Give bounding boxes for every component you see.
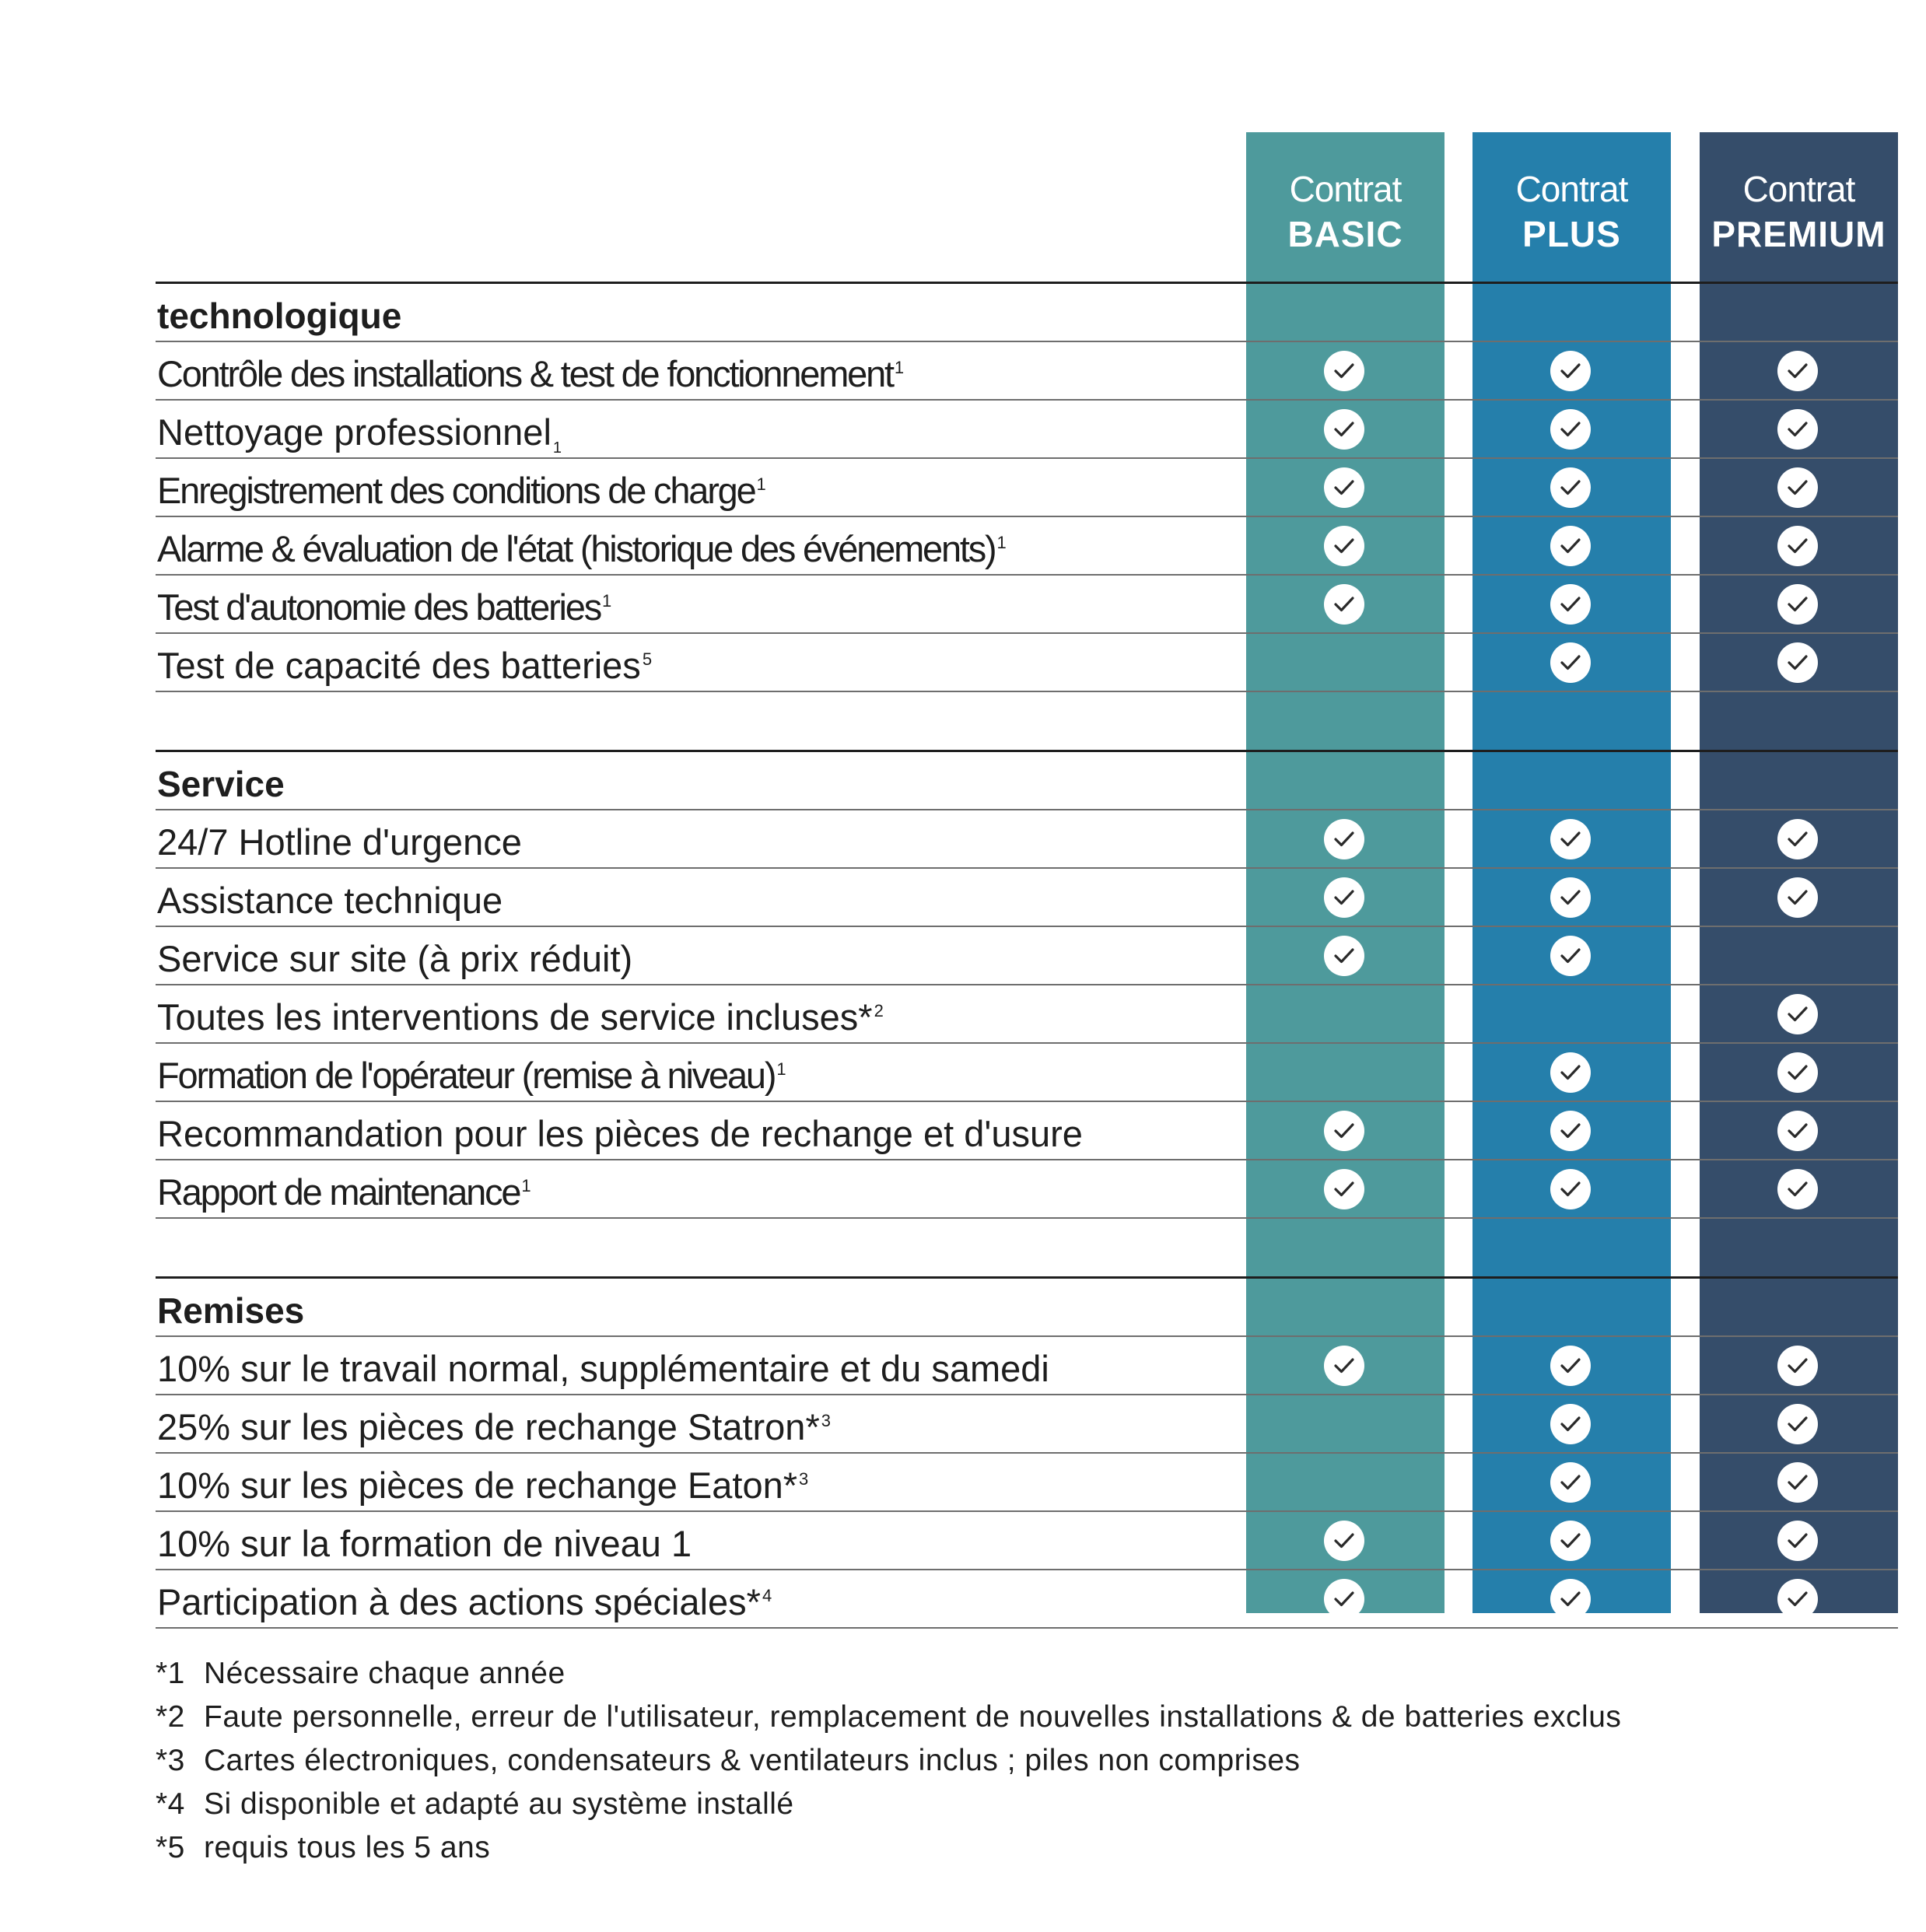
check-icon [1777,1169,1818,1209]
feature-label: Toutes les interventions de service incluses*$^2$ [157,996,884,1038]
check-icon [1550,1346,1591,1386]
footnote-text: Si disponible et adapté au système installé [204,1787,794,1821]
check-icon [1550,526,1591,566]
check-icon [1550,936,1591,976]
feature-row [156,809,1898,867]
check-icon [1324,467,1364,508]
check-icon [1324,409,1364,450]
footnote-key: *2 [156,1700,185,1734]
column-header-plus [1473,166,1671,257]
section-header [156,1276,1898,1335]
column-header-plan: PREMIUM [1711,214,1886,254]
feature-label: Enregistrement des conditions de charge$^1$ [157,470,765,511]
check-icon [1550,1052,1591,1093]
feature-row [156,1159,1898,1217]
check-icon [1324,1521,1364,1561]
feature-label: Formation de l'opérateur (remise à niveau)$^1$ [157,1055,785,1096]
check-icon [1777,1579,1818,1619]
feature-row [156,1452,1898,1510]
feature-label: 10% sur les pièces de rechange Eaton*$^3$ [157,1465,809,1506]
check-icon [1777,819,1818,859]
feature-row [156,632,1898,691]
footnote-ref: 5 [642,649,653,670]
check-icon [1324,877,1364,918]
footnote-text: Cartes électroniques, condensateurs & ventilateurs inclus ; piles non comprises [204,1744,1301,1777]
column-header-premium [1700,166,1898,257]
feature-row [156,574,1898,632]
check-icon [1550,1521,1591,1561]
feature-label: Participation à des actions spéciales*$^4$ [157,1581,772,1622]
footnote-ref: 1 [996,533,1005,553]
feature-row [156,1042,1898,1101]
check-icon [1550,1462,1591,1503]
column-header-word: Contrat [1289,169,1402,209]
footnote-ref: 1 [776,1059,785,1080]
check-icon [1777,1052,1818,1093]
footnotes [156,1652,1621,1870]
check-icon [1777,409,1818,450]
feature-row [156,1569,1898,1629]
check-icon [1324,1346,1364,1386]
footnote-ref: 4 [762,1586,772,1606]
check-icon [1550,351,1591,391]
footnote [156,1652,1621,1696]
footnote-ref: 1 [521,1176,530,1196]
check-icon [1324,584,1364,625]
feature-label: 25% sur les pièces de rechange Statron*$^3$ [157,1406,831,1447]
footnote-ref: 1 [894,358,902,378]
check-icon [1324,351,1364,391]
column-header-word: Contrat [1742,169,1855,209]
check-icon [1324,1111,1364,1151]
spacer-row [156,691,1898,750]
check-icon [1777,1346,1818,1386]
check-icon [1550,409,1591,450]
feature-row [156,1510,1898,1569]
feature-row [156,516,1898,574]
feature-label: Test de capacité des batteries$^5$ [157,645,653,686]
footnote-text: Faute personnelle, erreur de l'utilisateur, remplacement de nouvelles installations & de batteries exclus [204,1700,1622,1734]
section-header [156,750,1898,809]
footnote [156,1826,1621,1870]
check-icon [1777,877,1818,918]
feature-label: 10% sur le travail normal, supplémentaire et du samedi [157,1348,1049,1389]
check-icon [1324,936,1364,976]
check-icon [1550,584,1591,625]
footnote [156,1783,1621,1826]
footnote [156,1696,1621,1739]
check-icon [1550,877,1591,918]
feature-row [156,1394,1898,1452]
column-header-basic [1246,166,1444,257]
footnote-ref: 2 [874,1001,884,1021]
feature-row [156,399,1898,457]
section-title: Service [157,764,285,804]
check-icon [1777,642,1818,683]
feature-row [156,867,1898,926]
check-icon [1324,526,1364,566]
footnote-ref: 1 [602,591,611,611]
check-icon [1324,819,1364,859]
feature-label: 24/7 Hotline d'urgence [157,821,522,863]
check-icon [1550,467,1591,508]
check-icon [1324,1169,1364,1209]
feature-label: Test d'autonomie des batteries$^1$ [157,586,611,628]
feature-label: Assistance technique [157,880,503,921]
check-icon [1777,994,1818,1034]
feature-label: 10% sur la formation de niveau 1 [157,1523,692,1564]
column-header-word: Contrat [1515,169,1628,209]
section-header [156,282,1898,341]
check-icon [1550,1169,1591,1209]
feature-row [156,984,1898,1042]
feature-label: Rapport de maintenance$^1$ [157,1171,530,1213]
footnote-text: requis tous les 5 ans [204,1831,491,1864]
feature-label: Recommandation pour les pièces de rechange et d'usure [157,1113,1083,1154]
column-header-plan: PLUS [1522,214,1621,254]
footnote-text: Nécessaire chaque année [204,1657,566,1690]
check-icon [1777,584,1818,625]
check-icon [1777,351,1818,391]
feature-label: Contrôle des installations & test de fonctionnement$^1$ [157,353,902,394]
footnote-key: *4 [156,1787,185,1821]
feature-row [156,1101,1898,1159]
footnote-ref: 1 [552,439,562,457]
spacer-row [156,1217,1898,1276]
check-icon [1777,1404,1818,1444]
footnote [156,1739,1621,1783]
check-icon [1550,1111,1591,1151]
section-title: Remises [157,1290,305,1331]
check-icon [1550,1404,1591,1444]
footnote-ref: 3 [821,1411,831,1431]
feature-label: Alarme & évaluation de l'état (historique des événements)$^1$ [157,528,1005,569]
check-icon [1777,1462,1818,1503]
footnote-key: *1 [156,1657,185,1690]
check-icon [1777,467,1818,508]
check-icon [1777,1111,1818,1151]
section-title: technologique [157,296,402,336]
feature-row [156,1335,1898,1394]
check-icon [1550,819,1591,859]
check-icon [1777,1521,1818,1561]
check-icon [1324,1579,1364,1619]
footnote-ref: 3 [799,1469,809,1489]
check-icon [1777,526,1818,566]
feature-label: Nettoyage professionnel $_1$ [157,411,562,457]
feature-label: Service sur site (à prix réduit) [157,938,633,979]
check-icon [1550,642,1591,683]
feature-row [156,926,1898,984]
footnote-key: *3 [156,1744,185,1777]
column-header-plan: BASIC [1287,214,1403,254]
check-icon [1550,1579,1591,1619]
feature-row [156,341,1898,399]
feature-row [156,457,1898,516]
footnote-key: *5 [156,1831,185,1864]
footnote-ref: 1 [756,474,765,495]
comparison-table [156,282,1898,1629]
